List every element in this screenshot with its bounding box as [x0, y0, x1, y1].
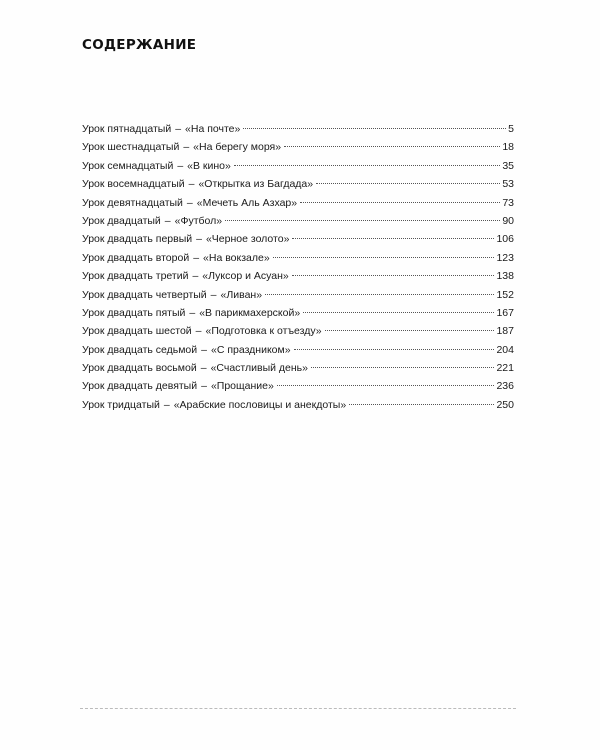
toc-dash: – [177, 159, 184, 172]
bottom-divider [80, 708, 516, 709]
toc-entry[interactable] [82, 175, 514, 193]
toc-topic: «В парикмахерской» [199, 306, 301, 319]
toc-dash: – [196, 233, 202, 246]
dot-leader [284, 145, 500, 147]
toc-page-number: 35 [502, 159, 514, 172]
toc-topic: «Луксор и Асуан» [202, 270, 289, 283]
toc-lesson-label: Урок тридцатый [82, 398, 160, 411]
toc-page-number: 90 [502, 214, 514, 227]
toc-dash: – [195, 325, 202, 338]
toc-entry[interactable] [82, 322, 514, 340]
dot-leader [294, 348, 495, 350]
toc-dash: – [201, 380, 207, 393]
dot-leader [243, 127, 506, 129]
dot-leader [300, 201, 500, 203]
toc-dash: – [175, 123, 182, 135]
toc-entry[interactable] [82, 359, 514, 377]
toc-topic: «Счастливый день» [210, 362, 308, 375]
toc-dash: – [192, 270, 199, 283]
toc-topic: «Футбол» [174, 214, 223, 227]
toc-entry[interactable] [82, 396, 514, 414]
toc-page-number: 167 [496, 306, 514, 319]
toc-page-number: 152 [496, 288, 514, 301]
dot-leader [265, 293, 494, 295]
toc-page-number: 187 [496, 325, 514, 338]
toc-topic: «Ливан» [220, 288, 263, 301]
toc-lesson-label: Урок шестнадцатый [82, 141, 180, 154]
toc-topic: «Открытка из Багдада» [198, 178, 314, 191]
dot-leader [273, 256, 495, 258]
toc-entry[interactable] [82, 341, 514, 359]
toc-entry[interactable] [82, 267, 514, 285]
toc-page-number: 221 [496, 362, 514, 375]
toc-page-number: 204 [496, 343, 514, 356]
toc-topic: «Прощание» [210, 380, 274, 393]
toc-entry[interactable] [82, 286, 514, 304]
toc-lesson-label: Урок двадцать третий [82, 270, 189, 283]
toc-topic: «Подготовка к отъезду» [205, 325, 322, 338]
toc-lesson-label: Урок восемнадцатый [82, 178, 185, 191]
toc-page-number: 236 [496, 380, 514, 393]
toc-dash: – [193, 251, 200, 264]
toc-dash: – [164, 214, 171, 227]
toc-lesson-label: Урок двадцать пятый [82, 306, 186, 319]
dot-leader [316, 182, 500, 184]
toc-lesson-label: Урок двадцать первый [82, 233, 193, 246]
toc-entry[interactable] [82, 157, 514, 175]
toc-page-number: 73 [502, 196, 514, 209]
dot-leader [292, 274, 495, 276]
dot-leader [325, 329, 495, 331]
toc-entry[interactable] [82, 194, 514, 212]
dot-leader [303, 311, 494, 313]
toc-lesson-label: Урок двадцатый [82, 214, 161, 227]
toc-topic: «Черное золото» [205, 233, 290, 246]
toc-dash: – [188, 178, 195, 191]
toc-topic: «Арабские пословицы и анекдоты» [173, 398, 347, 411]
toc-entry[interactable] [82, 138, 514, 156]
toc-lesson-label: Урок двадцать шестой [82, 325, 192, 338]
toc-topic: «В кино» [187, 159, 231, 172]
toc-dash: – [200, 362, 207, 375]
dot-leader [225, 219, 500, 221]
toc-lesson-label: Урок двадцать восьмой [82, 362, 197, 375]
toc-dash: – [210, 288, 217, 301]
toc-topic: «Мечеть Аль Азхар» [196, 196, 298, 209]
dot-leader [277, 384, 495, 386]
toc-page-number: 5 [508, 123, 514, 135]
toc-entry[interactable] [82, 377, 514, 395]
toc-topic: «На вокзале» [203, 251, 270, 264]
dot-leader [292, 237, 494, 239]
toc-page-number: 106 [496, 233, 514, 246]
toc-lesson-label: Урок семнадцатый [82, 159, 174, 172]
toc-lesson-label: Урок двадцать четвертый [82, 288, 207, 301]
table-of-contents [82, 120, 514, 414]
toc-lesson-label: Урок девятнадцатый [82, 196, 183, 209]
dot-leader [234, 164, 500, 166]
toc-page-number: 123 [496, 251, 514, 264]
toc-lesson-label: Урок двадцать девятый [82, 380, 198, 393]
toc-lesson-label: Урок двадцать седьмой [82, 343, 198, 356]
toc-entry[interactable] [82, 120, 514, 138]
toc-dash: – [186, 196, 193, 209]
toc-lesson-label: Урок двадцать второй [82, 251, 190, 264]
toc-entry[interactable] [82, 249, 514, 267]
toc-dash: – [189, 306, 196, 319]
toc-page-number: 250 [496, 398, 514, 411]
toc-dash: – [201, 343, 207, 356]
toc-entry[interactable] [82, 230, 514, 248]
toc-lesson-label: Урок пятнадцатый [82, 123, 172, 135]
toc-topic: «С праздником» [211, 343, 291, 356]
toc-page-number: 53 [502, 178, 514, 191]
dot-leader [311, 366, 494, 368]
toc-topic: «На берегу моря» [193, 141, 282, 154]
dot-leader [349, 403, 494, 405]
toc-entry[interactable] [82, 304, 514, 322]
page-title: СОДЕРЖАНИЕ [82, 37, 197, 53]
toc-topic: «На почте» [185, 123, 241, 135]
toc-dash: – [183, 141, 190, 154]
toc-entry[interactable] [82, 212, 514, 230]
toc-page-number: 138 [496, 270, 514, 283]
toc-dash: – [163, 398, 170, 411]
toc-page-number: 18 [502, 141, 514, 154]
